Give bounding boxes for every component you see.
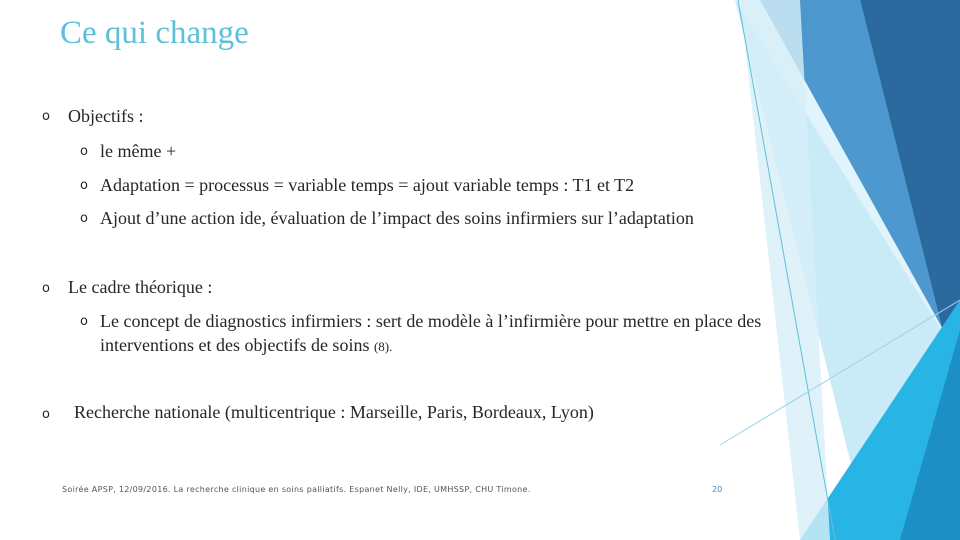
section-recherche-nationale: Recherche nationale (multicentrique : Marseille, Paris, Bordeaux, Lyon) bbox=[74, 402, 594, 422]
bullet-icon: o bbox=[80, 314, 88, 329]
slide-title: Ce qui change bbox=[60, 15, 249, 51]
bullet-icon: o bbox=[80, 178, 88, 193]
list-item: le même + bbox=[100, 141, 177, 161]
slide-footer: Soirée APSP, 12/09/2016. La recherche clinique en soins palliatifs. Espanet Nelly, IDE, UMHSSP, CHU Timone. bbox=[62, 485, 531, 494]
bullet-icon: o bbox=[80, 211, 88, 226]
list-item bbox=[100, 309, 780, 359]
list-item-text: Le concept de diagnostics infirmiers : sert de modèle à l’infirmière pour mettre en place des interventions et des objectifs de soins bbox=[100, 311, 762, 355]
citation-ref: (8). bbox=[373, 339, 393, 354]
list-item: Ajout d’une action ide, évaluation de l’impact des soins infirmiers sur l’adaptation bbox=[100, 208, 694, 228]
section-cadre-theorique: Le cadre théorique : bbox=[68, 277, 213, 297]
bullet-icon: o bbox=[42, 281, 50, 296]
page-number: 20 bbox=[712, 485, 723, 494]
bullet-icon: o bbox=[42, 109, 50, 124]
bullet-icon: o bbox=[42, 407, 50, 422]
bullet-icon: o bbox=[80, 144, 88, 159]
section-objectifs: Objectifs : bbox=[68, 106, 144, 126]
list-item: Adaptation = processus = variable temps = ajout variable temps : T1 et T2 bbox=[100, 175, 635, 195]
